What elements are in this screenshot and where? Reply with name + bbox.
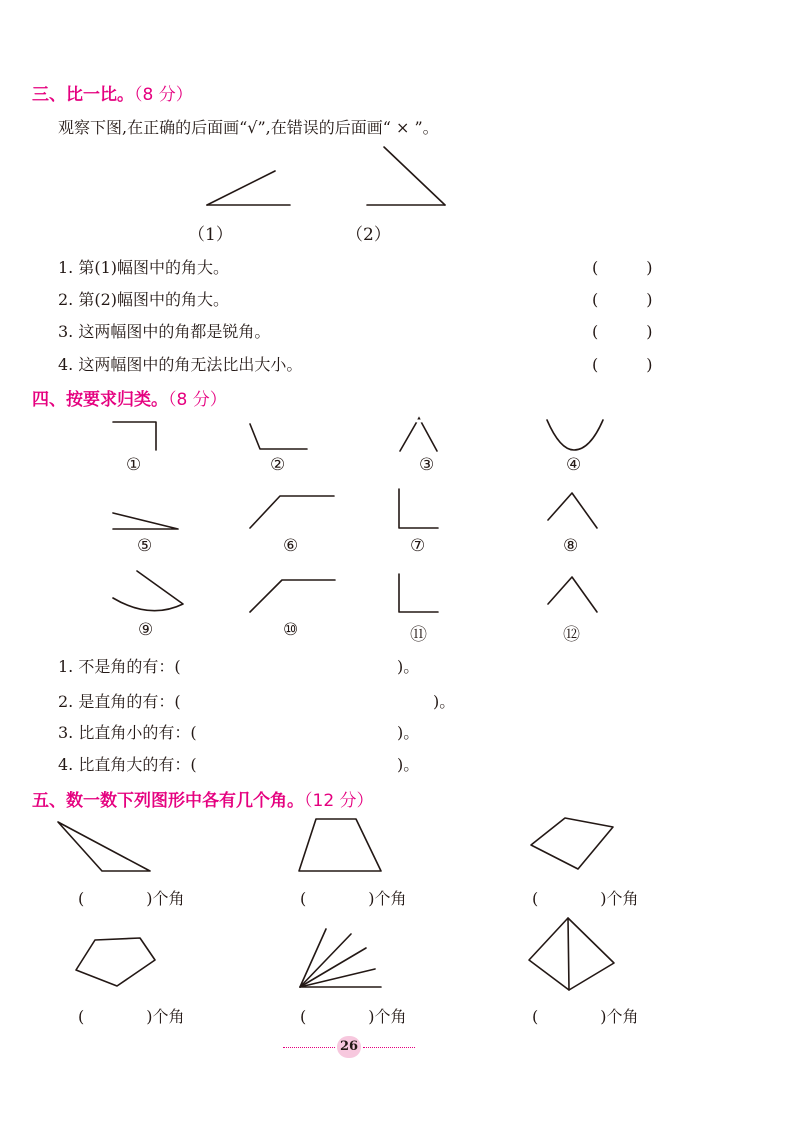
figure-label-1: （1）: [188, 225, 233, 245]
section3-item-4: 4. 这两幅图中的角无法比出大小。: [58, 355, 303, 374]
section3-instruction: 观察下图,在正确的后面画“√”,在错误的后面画“ × ”。: [58, 118, 439, 137]
section3-item-2: 2. 第(2)幅图中的角大。: [58, 290, 230, 309]
pyramid-shape: [529, 918, 614, 990]
shape-number-4: ④: [566, 455, 582, 475]
section3-title-text: 三、比一比。: [32, 85, 134, 105]
section4-item-3-close: )。: [397, 723, 420, 742]
answer-paren-4[interactable]: ( ): [592, 355, 653, 374]
shape-number-5: ⑤: [137, 536, 153, 556]
shape-number-7: ⑦: [410, 536, 426, 556]
answer-rhombus: [532, 886, 639, 909]
answer-paren-3[interactable]: ( ): [592, 322, 653, 341]
answer-open: (: [300, 1007, 307, 1026]
shape-number-8: ⑧: [563, 536, 579, 556]
answer-close: )个角: [368, 889, 407, 908]
section3-item-3: 3. 这两幅图中的角都是锐角。: [58, 322, 271, 341]
figure-label-2: （2）: [346, 225, 391, 245]
answer-paren-2[interactable]: ( ): [592, 290, 653, 309]
shape-number-12: ⑫: [563, 625, 580, 645]
answer-open: (: [300, 889, 307, 908]
triangle-shape: [58, 822, 150, 871]
answer-open: (: [78, 889, 85, 908]
footer-divider-right: [363, 1047, 415, 1048]
shape-number-6: ⑥: [283, 536, 299, 556]
answer-paren-1[interactable]: ( ): [592, 258, 653, 277]
rhombus-shape: [531, 818, 613, 869]
section5-title-text: 五、数一数下列图形中各有几个角。: [32, 791, 304, 811]
section4-item-3: 3. 比直角小的有：(: [58, 723, 197, 742]
shape-number-10: ⑩: [283, 620, 299, 640]
answer-close: )个角: [600, 1007, 639, 1026]
section4-title-text: 四、按要求归类。: [32, 390, 168, 410]
fan-lines-shape: [300, 929, 381, 987]
answer-pyramid: [532, 1004, 639, 1027]
section5-score: （12 分）: [304, 791, 374, 811]
answer-close: )个角: [600, 889, 639, 908]
answer-trapezoid: [300, 886, 407, 909]
section4-item-2: 2. 是直角的有：(: [58, 692, 181, 711]
answer-open: (: [532, 1007, 539, 1026]
shape-number-3: ③: [419, 455, 435, 475]
answer-fan: [300, 1004, 407, 1027]
section4-item-4-close: )。: [397, 755, 420, 774]
section4-item-1: 1. 不是角的有：(: [58, 657, 181, 676]
section4-item-4: 4. 比直角大的有：(: [58, 755, 197, 774]
page-number: 26: [337, 1036, 361, 1058]
footer-divider-left: [283, 1047, 335, 1048]
answer-close: )个角: [368, 1007, 407, 1026]
shape-number-1: ①: [126, 455, 142, 475]
answer-open: (: [532, 889, 539, 908]
section4-item-2-close: )。: [433, 692, 456, 711]
pentagon-shape: [76, 938, 155, 986]
answer-open: (: [78, 1007, 85, 1026]
answer-triangle: [78, 886, 185, 909]
section3-score: （8 分）: [134, 85, 193, 105]
answer-close: )个角: [146, 889, 185, 908]
section4-item-1-close: )。: [397, 657, 420, 676]
section3-item-1: 1. 第(1)幅图中的角大。: [58, 258, 230, 277]
section4-score: （8 分）: [168, 390, 227, 410]
shape-number-2: ②: [270, 455, 286, 475]
answer-pentagon: [78, 1004, 185, 1027]
shape-number-9: ⑨: [138, 620, 154, 640]
shape-number-11: ⑪: [410, 625, 427, 645]
answer-close: )个角: [146, 1007, 185, 1026]
trapezoid-shape: [299, 819, 381, 871]
